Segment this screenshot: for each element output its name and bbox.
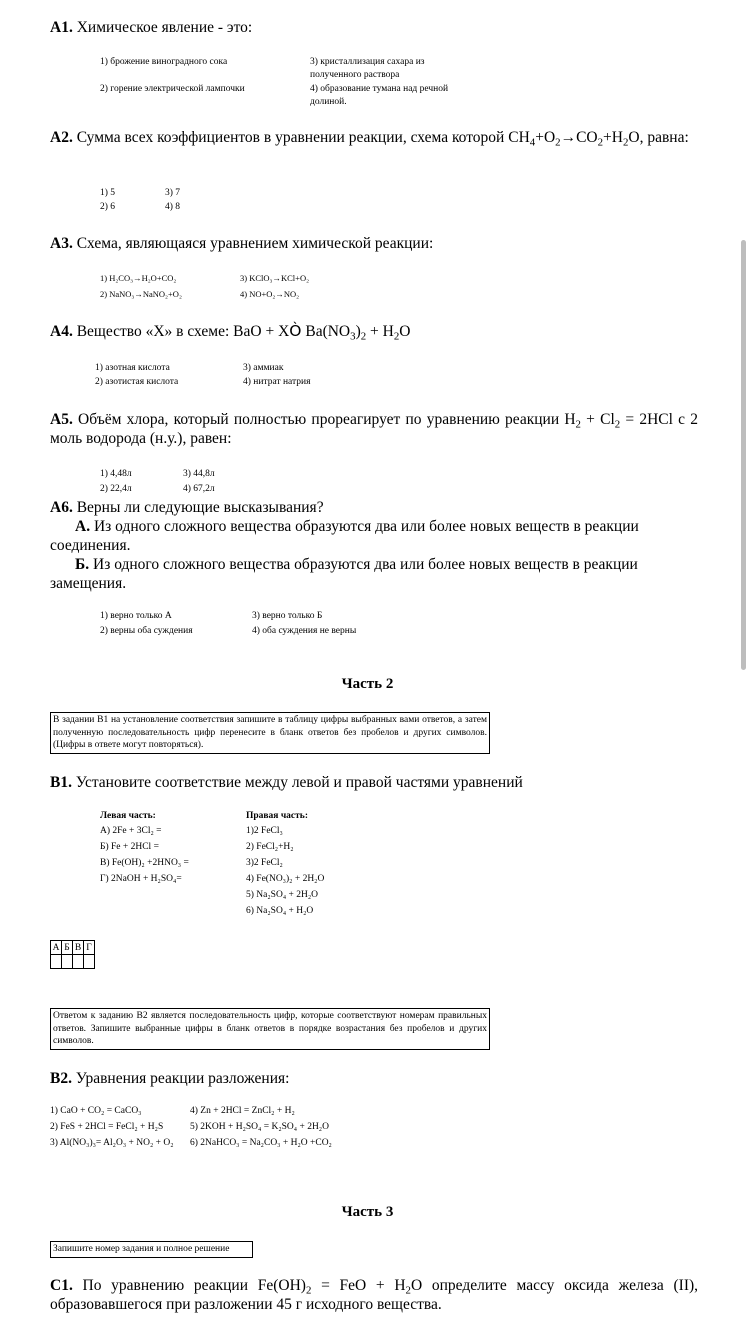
option: 5) 2KOH + H₂SO₄ = K₂SO₄ + 2H₂O — [190, 1122, 329, 1132]
option: 1) 4,48л — [100, 469, 132, 479]
statement-text: Из одного сложного вещества образуются два или более новых веществ в реакции замещения. — [50, 556, 638, 592]
reaction-scheme: $CH_4+O_2\to CO_2+H_2O$, — [508, 129, 644, 149]
question-text: По уравнению реакции — [82, 1277, 258, 1294]
right-column-header: Правая часть: — [246, 811, 308, 821]
statement-label: Б. — [75, 556, 90, 573]
option: 2) FeS + 2HCl = FeCl₂ + H₂S — [50, 1122, 164, 1132]
option: 4) 67,2л — [183, 484, 215, 494]
question-text: Схема, являющаяся уравнением химической реакции: — [76, 235, 434, 252]
answer-cell[interactable] — [62, 955, 73, 969]
left-item: В) Fe(OH)₂ +2HNO₃ = — [100, 858, 189, 868]
question-text: Объём хлора, который полностью прореагирует по уравнению реакции — [78, 411, 565, 428]
answer-grid — [50, 940, 95, 969]
question-text: Установите соответствие между левой и правой частями уравнений — [75, 774, 523, 791]
question-text: Химическое явление - это: — [76, 19, 253, 36]
option: 2) 6 — [100, 202, 116, 212]
answer-cell[interactable] — [84, 955, 95, 969]
instruction-box: Запишите номер задания и полное решение — [50, 1241, 253, 1258]
question-text: Вещество «Х» в схеме: — [76, 323, 234, 340]
right-item: 2) FeCl₂+H₂ — [246, 842, 294, 852]
left-item: Г) 2NaOH + H₂SO₄= — [100, 874, 182, 884]
option: 4) образование тумана над речной долиной. — [310, 84, 449, 107]
reaction-equation: $Fe(OH)_2$ = FeO + $H_2O$ — [257, 1277, 423, 1297]
question-number: А6. — [50, 499, 73, 516]
option: 4) 8 — [165, 202, 181, 212]
scrollbar[interactable] — [741, 240, 746, 670]
option: 3) верно только Б — [252, 611, 323, 621]
option: 2) верны оба суждения — [100, 626, 193, 636]
question-b1 — [50, 773, 523, 792]
statement-label: А. — [75, 518, 91, 535]
left-item: А) 2Fe + 3Cl₂ = — [100, 826, 162, 836]
answer-grid-header: Б — [62, 941, 73, 955]
part-2-heading: Часть 2 — [341, 676, 394, 692]
question-number: А5. — [50, 411, 73, 428]
statement-text: Из одного сложного вещества образуются два или более новых веществ в реакции соединения. — [50, 518, 639, 554]
question-a4 — [50, 322, 410, 341]
question-c1 — [50, 1276, 698, 1314]
answer-cell[interactable] — [73, 955, 84, 969]
question-number: В2. — [50, 1070, 72, 1087]
question-number: В1. — [50, 774, 72, 791]
option: 4) оба суждения не верны — [252, 626, 357, 636]
option: 2) азотистая кислота — [95, 377, 179, 387]
option: 2) горение электрической лампочки — [100, 84, 245, 94]
answer-cell[interactable] — [51, 955, 62, 969]
option: 6) 2NaHCO₃ = Na₂CO₃ + H₂O +CO₂ — [190, 1138, 332, 1148]
right-item: 4) Fe(NO₃)₂ + 2H₂O — [246, 874, 325, 884]
instruction-box: Ответом к заданию В2 является последовательность цифр, которые соответствуют номерам правильных ответов. Запишите выбранные цифры в бланк ответов в порядке возрастания без пробелов и других символов. — [50, 1008, 490, 1050]
question-a6 — [50, 498, 324, 517]
option: 3) кристаллизация сахара из полученного раствора — [310, 57, 425, 80]
option: 2) 22,4л — [100, 484, 132, 494]
question-a3 — [50, 234, 433, 253]
question-b2 — [50, 1069, 289, 1088]
option: 1) азотная кислота — [95, 363, 170, 373]
reaction-scheme: BaO + XÒ $Ba(NO_3)_2 + H_2O$ — [233, 322, 411, 343]
question-a5 — [50, 410, 698, 448]
question-number: А2. — [50, 129, 73, 146]
part-3-heading: Часть 3 — [341, 1204, 394, 1220]
question-a2 — [50, 128, 698, 147]
right-item: 1)2 FeCl₃ — [246, 826, 283, 836]
left-column-header: Левая часть: — [100, 811, 156, 821]
left-item: Б) Fe + 2HCl = — [100, 842, 159, 852]
option: 1) CaO + CO₂ = CaCO₃ — [50, 1106, 142, 1116]
question-text: с 2 моль водорода (н.у.), равен: — [50, 411, 698, 447]
option: 4) нитрат натрия — [243, 377, 311, 387]
option: 3) Al(NO₃)₃= Al₂O₃ + NO₂ + O₂ — [50, 1138, 174, 1148]
option: 1) H₂CO₃→H₂O+CO₂ — [100, 273, 177, 283]
option: 4) Zn + 2HCl = ZnCl₂ + H₂ — [190, 1106, 295, 1116]
option: 3) 7 — [165, 188, 181, 198]
question-number: А4. — [50, 323, 73, 340]
answer-grid-header: В — [73, 941, 84, 955]
option: 3) 44,8л — [183, 469, 215, 479]
question-text: равна: — [643, 129, 689, 146]
question-number: А1. — [50, 19, 73, 36]
question-text: Сумма всех коэффициентов в уравнении реакции, схема которой — [76, 129, 509, 146]
option: 1) 5 — [100, 188, 116, 198]
reaction-equation: $H_2 + Cl_2 = 2HCl$ — [564, 411, 673, 431]
answer-grid-header: Г — [84, 941, 95, 955]
right-item: 6) Na₂SO₄ + H₂O — [246, 906, 314, 916]
question-text: Верны ли следующие высказывания? — [76, 499, 324, 516]
right-item: 5) Na₂SO₄ + 2H₂O — [246, 890, 319, 900]
question-number: А3. — [50, 235, 73, 252]
question-number: С1. — [50, 1277, 73, 1294]
statement-a — [50, 517, 665, 555]
option: 1) брожение виноградного сока — [100, 57, 228, 67]
right-item: 3)2 FeCl₂ — [246, 858, 283, 868]
option: 4) NO+O₂→NO₂ — [240, 289, 300, 299]
option: 3) аммиак — [243, 363, 284, 373]
answer-grid-header: А — [51, 941, 62, 955]
instruction-box: В задании В1 на установление соответствия запишите в таблицу цифры выбранных вами ответов, а затем полученную последовательность цифр перенесите в бланк ответов без пробелов и других символов. (Цифры в ответе могут повторяться). — [50, 712, 490, 754]
option: 1) верно только А — [100, 611, 172, 621]
statement-b — [50, 555, 665, 593]
question-a1 — [50, 18, 252, 37]
question-text: Уравнения реакции разложения: — [75, 1070, 290, 1087]
question-text: определите массу оксида железа (II), образовавшегося при разложении 45 г исходного вещества. — [50, 1277, 699, 1313]
option: 3) KClO₃→KCl+O₂ — [240, 273, 310, 283]
option: 2) NaNO₃→NaNO₂+O₂ — [100, 289, 182, 299]
